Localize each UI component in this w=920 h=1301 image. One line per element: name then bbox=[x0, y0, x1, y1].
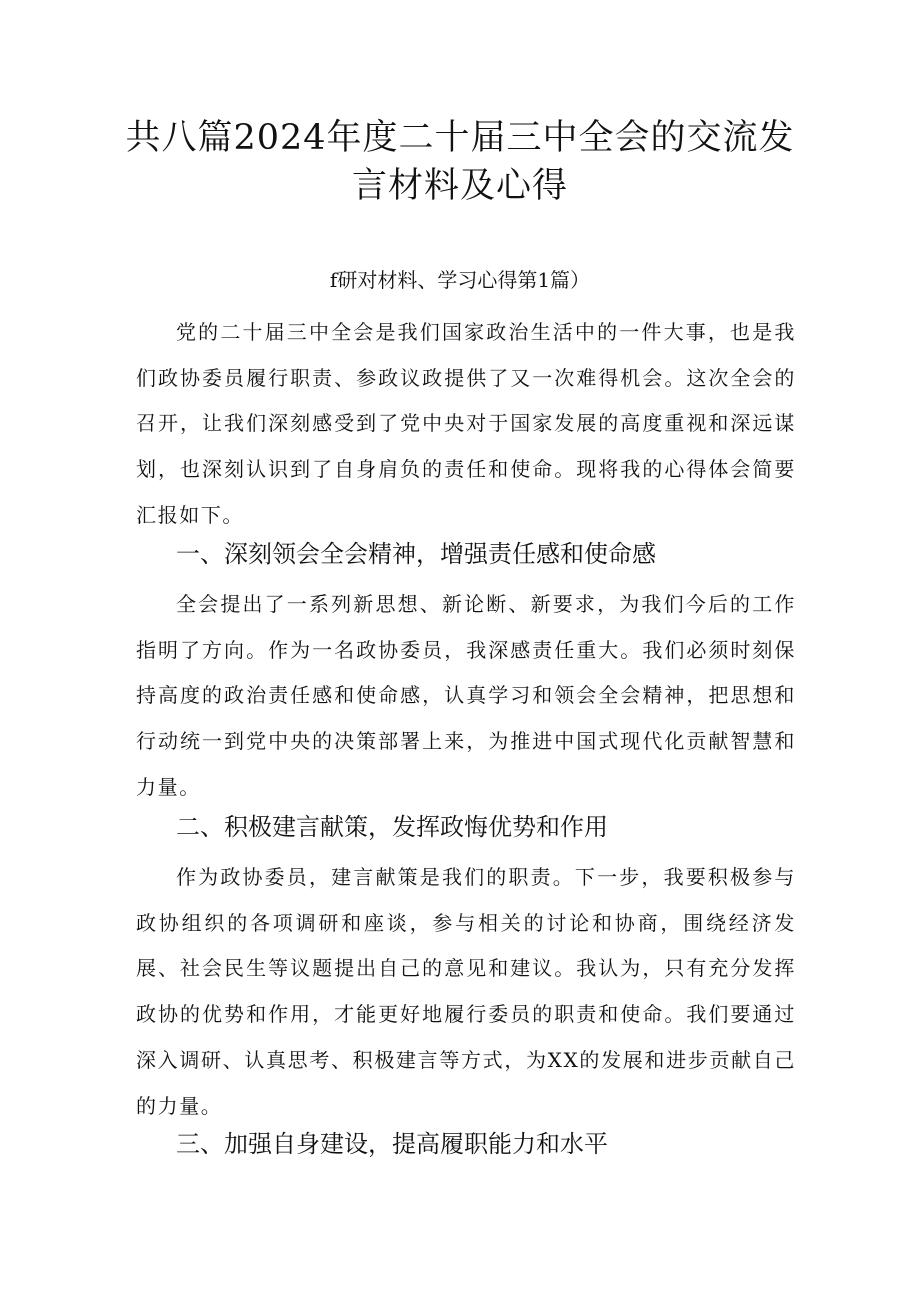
document-title-line-2: 言材料及心得 bbox=[351, 166, 568, 206]
paragraph-section-1: 全会提出了一系列新思想、新论断、新要求，为我们今后的工作指明了方向。作为一名政协委员，我深感责任重大。我们必须时刻保持高度的政治责任感和使命感，认真学习和领会全会精神，把思想和行动统一到党中央的决策部署上来，为推进中国式现代化贡献智慧和力量。 bbox=[136, 592, 796, 799]
document-title-line-1: 共八篇2024年度二十届三中全会的交流发 bbox=[125, 118, 795, 158]
paragraph-intro: 党的二十届三中全会是我们国家政治生活中的一件大事，也是我们政协委员履行职责、参政议政提供了又一次难得机会。这次全会的召开，让我们深刻感受到了党中央对于国家发展的高度重视和深远谋划，也深刻认识到了自身肩负的责任和使命。现将我的心得体会简要汇报如下。 bbox=[136, 320, 796, 527]
paragraph-section-2: 作为政协委员，建言献策是我们的职责。下一步，我要积极参与政协组织的各项调研和座谈，参与相关的讨论和协商，围绕经济发展、社会民生等议题提出自己的意见和建议。我认为，只有充分发挥政协的优势和作用，才能更好地履行委员的职责和使命。我们要通过深入调研、认真思考、积极建言等方式，为XX的发展和进步贡献自己的力量。 bbox=[136, 865, 796, 1118]
section-heading-3: 三、加强自身建设，提高履职能力和水平 bbox=[176, 1130, 608, 1158]
section-heading-2: 二、积极建言献策，发挥政悔优势和作用 bbox=[176, 813, 608, 841]
document-subtitle: f研对材料、学习心得第1篇） bbox=[329, 268, 591, 292]
section-heading-1: 一、深刻领会全会精神，增强责任感和使命感 bbox=[176, 540, 656, 568]
